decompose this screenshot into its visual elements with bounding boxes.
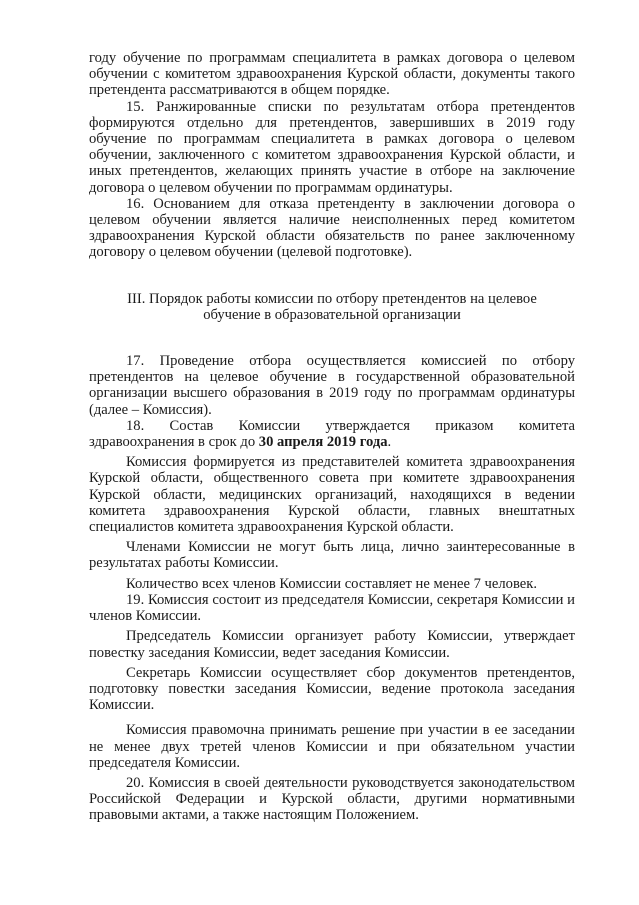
paragraph-19: 19. Комиссия состоит из председателя Комиссии, секретаря Комиссии и членов Комиссии. (89, 591, 575, 625)
paragraph-15: 15. Ранжированные списки по результатам отбора претендентов формируются отдельно для претендентов, завершивших в 2019 году обучение по программам специалитета в рамках договора о целевом обучении, заключенного с комитетом здравоохранения Курской области, и иных претендентов, желающих принять участие в отборе на заключение договора о целевом обучении по программам ординатуры. (89, 98, 575, 196)
section-heading: III. Порядок работы комиссии по отбору претендентов на целевое обучение в образовательной организации (127, 290, 537, 323)
paragraph-18-exclusion: Членами Комиссии не могут быть лица, лично заинтересованные в результатах работы Комиссии. (89, 539, 575, 572)
paragraph-18 (89, 418, 575, 450)
deadline-date: 30 апреля 2019 года (258, 434, 388, 451)
paragraph-18-composition: Комиссия формируется из представителей комитета здравоохранения Курской области, общественного совета при комитете здравоохранения Курской области, медицинских организаций, находящихся в ведении комитета здравоохранения Курской области, главных внештатных специалистов комитета здравоохранения Курской области. (89, 454, 575, 536)
document-body (89, 50, 575, 824)
paragraph-19-chair: Председатель Комиссии организует работу Комиссии, утверждает повестку заседания Комиссии, ведет заседания Комиссии. (89, 628, 575, 661)
paragraph-16: 16. Основанием для отказа претенденту в заключении договора о целевом обучении является наличие неисполненных перед комитетом здравоохранения Курской области обязательств по ранее заключенному договору о целевом обучении (целевой подготовке). (89, 195, 575, 261)
paragraph-19-secretary: Секретарь Комиссии осуществляет сбор документов претендентов, подготовку повестки заседания Комиссии, ведение протокола заседания Комиссии. (89, 664, 575, 714)
paragraph-18-text: 18. Состав Комиссии утверждается приказом комитета здравоохранения в срок до (89, 417, 575, 451)
paragraph-20: 20. Комиссия в своей деятельности руководствуется законодательством Российской Федерации и Курской области, другими нормативными правовыми актами, а также настоящим Положением. (89, 774, 575, 824)
paragraph-continuation: году обучение по программам специалитета в рамках договора о целевом обучении с комитетом здравоохранения Курской области, документы такого претендента рассматриваются в общем порядке. (89, 50, 575, 99)
paragraph-17: 17. Проведение отбора осуществляется комиссией по отбору претендентов на целевое обучение в государственной образовательной организации высшего образования в 2019 году по программам ординатуры (далее – Комиссия). (89, 353, 575, 418)
paragraph-18-end: . (387, 434, 392, 451)
paragraph-18-member-count: Количество всех членов Комиссии составляет не менее 7 человек. (126, 575, 537, 592)
paragraph-19-quorum: Комиссия правомочна принимать решение при участии в ее заседании не менее двух третей членов Комиссии и при обязательном участии председателя Комиссии. (89, 722, 575, 771)
